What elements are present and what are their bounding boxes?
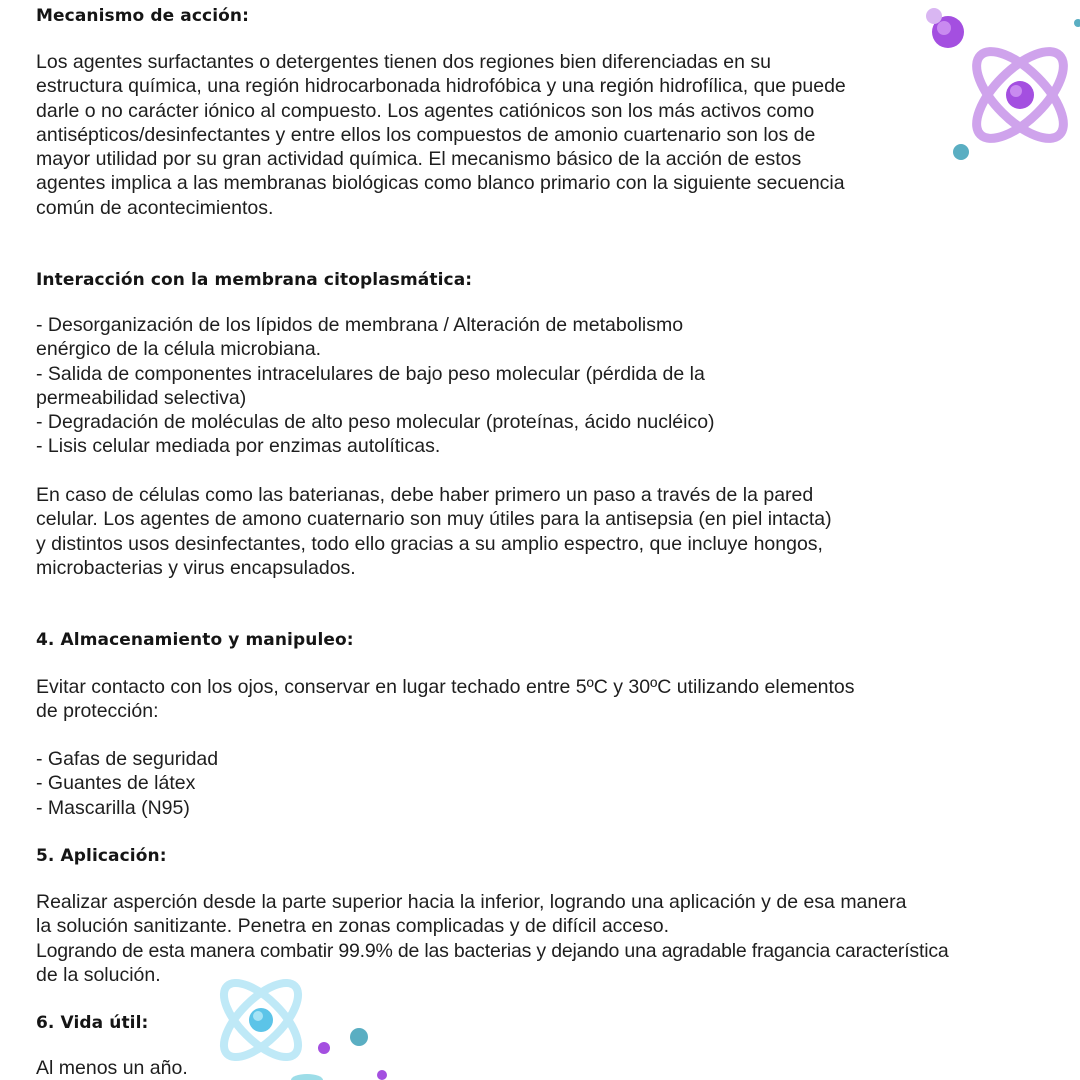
heading-aplicacion: 5. Aplicación:: [36, 846, 167, 866]
atom-icon: [963, 38, 1078, 153]
nucleus-highlight: [253, 1011, 263, 1021]
paragraph-aplicacion: [36, 890, 949, 987]
atom-icon: [212, 971, 310, 1069]
atom-decoration-top-right: [915, 0, 1080, 175]
text-line: estructura química, una región hidrocarbonada hidrofóbica y una región hidrofílica, que puede: [36, 75, 846, 98]
list-item: - Mascarilla (N95): [36, 796, 190, 819]
paragraph-vida-util: [36, 1056, 188, 1080]
decorative-dot: [350, 1028, 368, 1046]
list-item: - Guantes de látex: [36, 772, 196, 795]
list-item: - Desorganización de los lípidos de membrana / Alteración de metabolismo: [36, 314, 684, 336]
text-line: Logrando de esta manera combatir 99.9% de las bacterias y dejando una agradable fragancia característica: [36, 939, 949, 962]
nucleus-highlight: [1010, 85, 1022, 97]
text-line: En caso de células como las baterianas, debe haber primero un paso a través de la pared: [36, 484, 814, 506]
decorative-dot: [1074, 19, 1080, 27]
heading-almacenamiento: 4. Almacenamiento y manipuleo:: [36, 630, 354, 650]
text-line: agentes implica a las membranas biológicas como blanco primario con la siguiente secuencia: [36, 172, 845, 195]
heading-mecanismo: Mecanismo de acción:: [36, 6, 250, 26]
list-interaccion-membrana: [36, 313, 715, 459]
list-item: - Salida de componentes intracelulares de bajo peso molecular (pérdida de la: [36, 362, 705, 385]
list-item: enérgico de la célula microbiana.: [36, 338, 322, 361]
decorative-dot: [926, 8, 942, 24]
atom-decoration-bottom: [205, 968, 395, 1080]
text-line: darle o no carácter iónico al compuesto. Los agentes catiónicos son los más activos como: [36, 99, 815, 122]
heading-vida-util: 6. Vida útil:: [36, 1013, 149, 1033]
list-item: - Lisis celular mediada por enzimas autolíticas.: [36, 435, 441, 458]
decorative-dot: [291, 1074, 323, 1080]
list-item: - Degradación de moléculas de alto peso molecular (proteínas, ácido nucléico): [36, 411, 715, 434]
text-line: la solución sanitizante. Penetra en zonas complicadas y de difícil acceso.: [36, 915, 670, 938]
text-line: Los agentes surfactantes o detergentes tienen dos regiones bien diferenciadas en su: [36, 51, 772, 73]
text-line: de protección:: [36, 700, 159, 723]
decorative-dot: [953, 144, 969, 160]
text-line: y distintos usos desinfectantes, todo ello gracias a su amplio espectro, que incluye hongos,: [36, 532, 823, 555]
heading-interaccion-membrana: Interacción con la membrana citoplasmática:: [36, 270, 473, 290]
text-line: de la solución.: [36, 963, 161, 986]
list-item: - Gafas de seguridad: [36, 748, 219, 770]
text-line: mayor utilidad por su gran actividad química. El mecanismo básico de la acción de estos: [36, 148, 802, 171]
text-line: celular. Los agentes de amono cuaternario son muy útiles para la antisepsia (en piel intacta): [36, 508, 832, 531]
text-line: microbacterias y virus encapsulados.: [36, 556, 356, 579]
list-proteccion: [36, 747, 218, 820]
text-line: antisépticos/desinfectantes y entre ellos los compuestos de amonio cuartenario son los de: [36, 123, 816, 146]
decorative-dot-highlight: [937, 21, 951, 35]
decorative-dot: [318, 1042, 330, 1054]
text-line: Realizar asperción desde la parte superior hacia la inferior, logrando una aplicación y de esa manera: [36, 891, 907, 913]
text-line: común de acontecimientos.: [36, 196, 274, 219]
list-item: permeabilidad selectiva): [36, 386, 247, 409]
text-line: Evitar contacto con los ojos, conservar en lugar techado entre 5ºC y 30ºC utilizando elementos: [36, 676, 855, 698]
paragraph-mecanismo: [36, 50, 846, 220]
paragraph-celulas-bacterianas: [36, 483, 832, 580]
paragraph-almacenamiento: [36, 675, 855, 724]
text-line: Al menos un año.: [36, 1057, 188, 1079]
decorative-dot: [377, 1070, 387, 1080]
